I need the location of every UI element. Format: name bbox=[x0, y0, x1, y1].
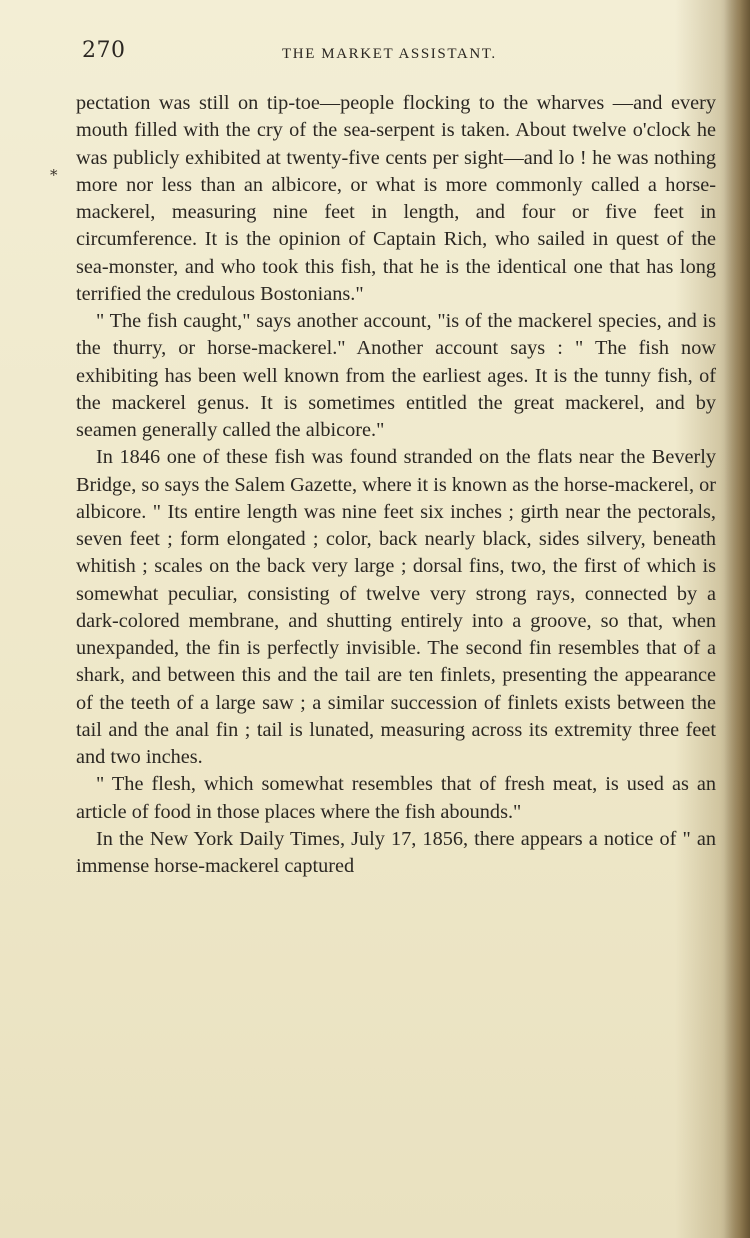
paragraph: " The flesh, which somewhat resembles that of fresh meat, is used as an article of food in those places where the fish abounds." bbox=[76, 773, 716, 823]
paragraph: pectation was still on tip-toe—people flocking to the wharves —and every mouth filled with the cry of the sea-serpent is taken. About twelve o'clock he was publicly exhibited at twenty-five cents per sight—and lo ! he was nothing more nor less than an albicore, or what is more commonly called a horse-mackerel, measuring nine feet in length, and four or five feet in circumference. It is the opinion of Captain Rich, who sailed in quest of the sea-monster, and who took this fish, that he is the identical one that has long terrified the credulous Bostonians." bbox=[76, 92, 716, 305]
page-header bbox=[82, 38, 712, 68]
paragraph: In the New York Daily Times, July 17, 1856, there appears a notice of " an immense horse-mackerel captured bbox=[76, 827, 716, 877]
page-number: 270 bbox=[82, 38, 126, 63]
body-text bbox=[76, 90, 716, 880]
page-edge-shadow bbox=[724, 0, 750, 1238]
paragraph: In 1846 one of these fish was found stranded on the flats near the Beverly Bridge, so says the Salem Gazette, where it is known as the horse-mackerel, or albicore. " Its entire length was nine feet six inches ; girth near the pectorals, seven feet ; form elongated ; color, back nearly black, sides silvery, beneath whitish ; scales on the back very large ; dorsal fins, two, the first of which is somewhat peculiar, consisting of twelve very strong rays, connected by a dark-colored membrane, and shutting entirely into a groove, so that, when unexpanded, the fin is perfectly invisible. The second fin resembles that of a shark, and between this and the tail are ten finlets, presenting the appearance of the teeth of a large saw ; a similar succession of finlets exists between the tail and the anal fin ; tail is lunated, measuring across its extremity three feet and two inches. bbox=[76, 446, 716, 768]
paragraph: " The fish caught," says another account, "is of the mackerel species, and is the thurry, or horse-mackerel." Another account says : " The fish now exhibiting has been well known from the earliest ages. It is the tunny fish, of the mackerel genus. It is sometimes entitled the great mackerel, and by seamen generally called the albicore." bbox=[76, 310, 716, 441]
margin-mark: * bbox=[50, 166, 58, 184]
running-head: THE MARKET ASSISTANT. bbox=[282, 46, 497, 62]
